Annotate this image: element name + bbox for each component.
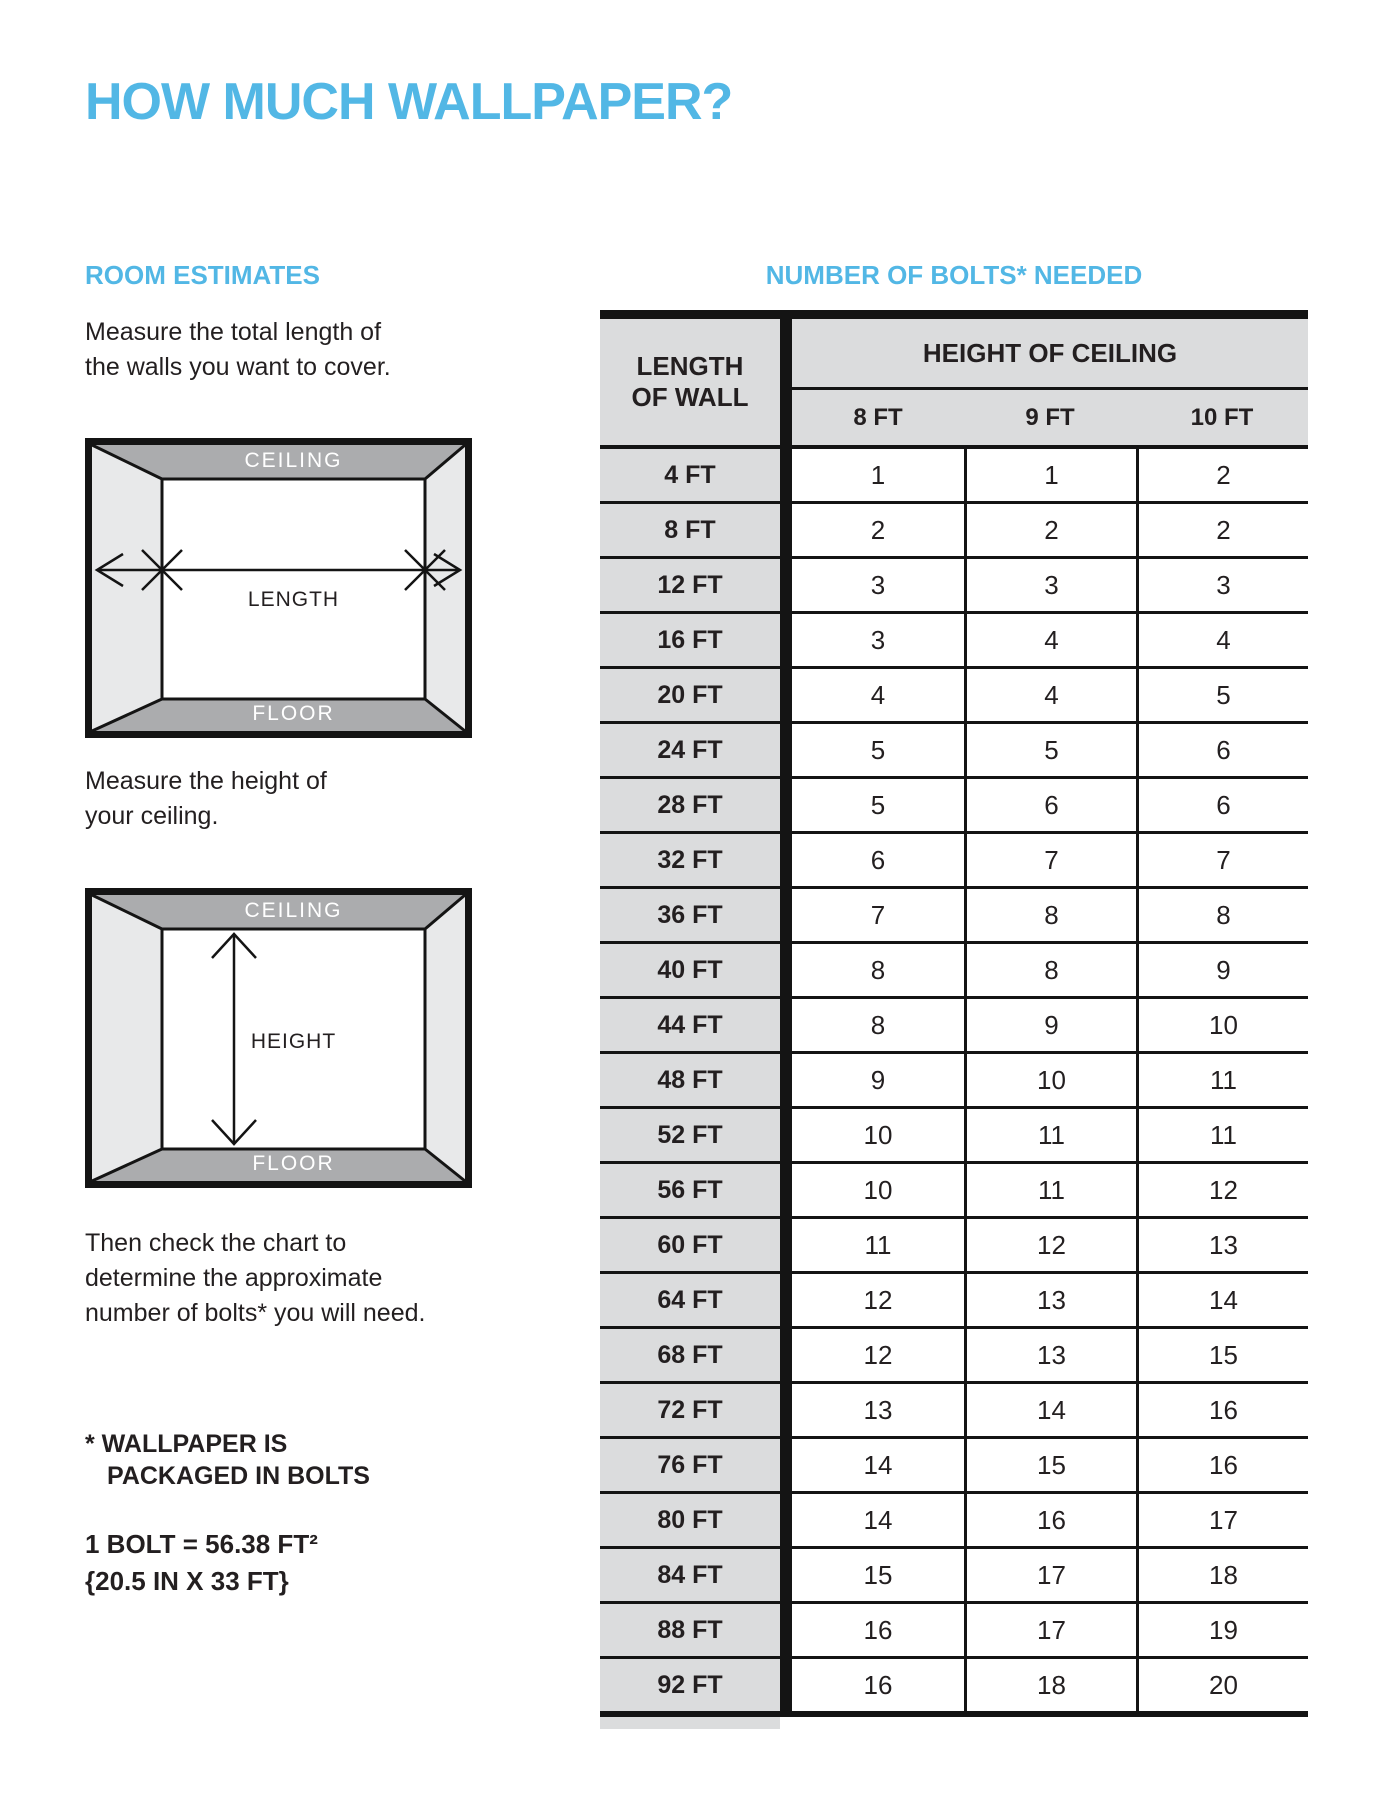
table-row [600,1219,1308,1274]
cell-bolts-9ft: 8 [964,944,1136,996]
bolts-table-heading: NUMBER OF BOLTS* NEEDED [765,260,1143,290]
row-label-wall-length: 16 FT [600,614,780,666]
cell-bolts-8ft: 10 [792,1164,964,1216]
instruction-line: Measure the total length of [85,318,382,346]
cell-bolts-8ft: 6 [792,834,964,886]
cell-bolts-10ft: 3 [1136,559,1308,611]
table-row [600,1384,1308,1439]
cell-bolts-8ft: 11 [792,1219,964,1271]
length-instruction [85,315,391,385]
table-divider [780,1384,792,1436]
table-divider [780,1494,792,1546]
table-divider [780,614,792,666]
bolt-equivalence [85,1526,318,1600]
row-label-wall-length: 72 FT [600,1384,780,1436]
row-label-wall-length: 28 FT [600,779,780,831]
cell-bolts-8ft: 5 [792,724,964,776]
table-divider [780,1439,792,1491]
cell-bolts-9ft: 18 [964,1659,1136,1711]
cell-bolts-10ft: 11 [1136,1109,1308,1161]
row-label-wall-length: 52 FT [600,1109,780,1161]
table-divider [780,1604,792,1656]
cell-bolts-9ft: 5 [964,724,1136,776]
cell-bolts-10ft: 2 [1136,449,1308,501]
table-row [600,724,1308,779]
row-label-wall-length: 24 FT [600,724,780,776]
cell-bolts-8ft: 8 [792,999,964,1051]
table-row [600,1549,1308,1604]
row-label-wall-length: 44 FT [600,999,780,1051]
table-divider [780,1109,792,1161]
table-divider [780,1054,792,1106]
cell-bolts-10ft: 11 [1136,1054,1308,1106]
table-footer-stub [600,1717,780,1729]
table-row [600,889,1308,944]
table-row [600,614,1308,669]
cell-bolts-9ft: 7 [964,834,1136,886]
instruction-line: your ceiling. [85,802,219,830]
cell-bolts-9ft: 6 [964,779,1136,831]
cell-bolts-9ft: 13 [964,1329,1136,1381]
row-label-wall-length: 32 FT [600,834,780,886]
column-header-8ft: 8 FT [853,403,903,431]
page-title: HOW MUCH WALLPAPER? [85,73,733,131]
cell-bolts-10ft: 14 [1136,1274,1308,1326]
cell-bolts-9ft: 17 [964,1604,1136,1656]
column-group-header-height-of-ceiling: HEIGHT OF CEILING [792,319,1308,390]
height-label: HEIGHT [250,1030,337,1053]
row-label-wall-length: 68 FT [600,1329,780,1381]
cell-bolts-10ft: 16 [1136,1384,1308,1436]
cell-bolts-10ft: 2 [1136,504,1308,556]
column-header-10ft: 10 FT [1190,403,1254,431]
cell-bolts-8ft: 1 [792,449,964,501]
row-label-wall-length: 48 FT [600,1054,780,1106]
cell-bolts-8ft: 4 [792,669,964,721]
row-label-wall-length: 56 FT [600,1164,780,1216]
cell-bolts-10ft: 5 [1136,669,1308,721]
footnote-line: PACKAGED IN BOLTS [107,1462,370,1490]
cell-bolts-10ft: 4 [1136,614,1308,666]
row-label-wall-length: 88 FT [600,1604,780,1656]
table-divider [780,889,792,941]
table-divider [780,1329,792,1381]
chart-instruction [85,1226,425,1331]
cell-bolts-9ft: 8 [964,889,1136,941]
instruction-line: Measure the height of [85,767,327,795]
table-divider [780,724,792,776]
table-divider [780,1219,792,1271]
room-length-diagram [85,438,472,738]
column-header-length-of-wall [600,319,780,445]
cell-bolts-10ft: 9 [1136,944,1308,996]
cell-bolts-9ft: 12 [964,1219,1136,1271]
cell-bolts-9ft: 1 [964,449,1136,501]
cell-bolts-8ft: 3 [792,614,964,666]
table-body [600,449,1308,1717]
instruction-line: determine the approximate [85,1264,383,1292]
cell-bolts-8ft: 5 [792,779,964,831]
cell-bolts-9ft: 9 [964,999,1136,1051]
cell-bolts-9ft: 4 [964,669,1136,721]
ceiling-height-columns [792,390,1308,445]
cell-bolts-9ft: 13 [964,1274,1136,1326]
cell-bolts-9ft: 4 [964,614,1136,666]
table-row [600,779,1308,834]
row-label-wall-length: 76 FT [600,1439,780,1491]
table-divider [780,944,792,996]
cell-bolts-9ft: 11 [964,1109,1136,1161]
table-divider [780,559,792,611]
row-label-wall-length: 12 FT [600,559,780,611]
row-label-wall-length: 36 FT [600,889,780,941]
table-row [600,449,1308,504]
cell-bolts-8ft: 9 [792,1054,964,1106]
cell-bolts-8ft: 12 [792,1329,964,1381]
header-line: LENGTH [636,351,744,381]
row-label-wall-length: 8 FT [600,504,780,556]
row-label-wall-length: 92 FT [600,1659,780,1711]
instruction-line: Then check the chart to [85,1229,347,1257]
table-row [600,1659,1308,1717]
instruction-line: number of bolts* you will need. [85,1299,426,1327]
ceiling-label: CEILING [244,449,343,472]
cell-bolts-10ft: 20 [1136,1659,1308,1711]
table-divider [780,1659,792,1711]
cell-bolts-10ft: 15 [1136,1329,1308,1381]
table-top-border [600,310,1308,319]
row-label-wall-length: 20 FT [600,669,780,721]
cell-bolts-10ft: 19 [1136,1604,1308,1656]
table-row [600,1164,1308,1219]
room-estimates-heading: ROOM ESTIMATES [85,260,320,290]
footnote-line: * WALLPAPER IS [85,1430,288,1458]
wallpaper-footnote [85,1428,370,1492]
table-divider [780,319,792,445]
cell-bolts-10ft: 13 [1136,1219,1308,1271]
table-divider [780,1164,792,1216]
table-divider [780,779,792,831]
cell-bolts-10ft: 10 [1136,999,1308,1051]
row-label-wall-length: 84 FT [600,1549,780,1601]
cell-bolts-10ft: 8 [1136,889,1308,941]
cell-bolts-8ft: 14 [792,1494,964,1546]
length-label: LENGTH [247,588,340,611]
cell-bolts-8ft: 2 [792,504,964,556]
table-divider [780,999,792,1051]
cell-bolts-10ft: 6 [1136,724,1308,776]
bolt-dimensions-line: {20.5 IN X 33 FT} [85,1566,289,1596]
cell-bolts-8ft: 16 [792,1604,964,1656]
row-label-wall-length: 80 FT [600,1494,780,1546]
bolt-size-line: 1 BOLT = 56.38 FT² [85,1529,318,1559]
table-row [600,1494,1308,1549]
floor-label: FLOOR [252,702,335,725]
floor-label: FLOOR [252,1152,335,1175]
cell-bolts-9ft: 16 [964,1494,1136,1546]
row-label-wall-length: 60 FT [600,1219,780,1271]
table-row [600,504,1308,559]
row-label-wall-length: 4 FT [600,449,780,501]
cell-bolts-9ft: 2 [964,504,1136,556]
table-row [600,1054,1308,1109]
table-row [600,1439,1308,1494]
cell-bolts-8ft: 16 [792,1659,964,1711]
cell-bolts-8ft: 13 [792,1384,964,1436]
row-label-wall-length: 64 FT [600,1274,780,1326]
table-divider [780,504,792,556]
table-divider [780,1549,792,1601]
table-row [600,559,1308,614]
cell-bolts-8ft: 15 [792,1549,964,1601]
row-label-wall-length: 40 FT [600,944,780,996]
table-divider [780,669,792,721]
table-row [600,944,1308,999]
cell-bolts-9ft: 15 [964,1439,1136,1491]
cell-bolts-9ft: 17 [964,1549,1136,1601]
cell-bolts-8ft: 12 [792,1274,964,1326]
table-divider [780,1274,792,1326]
table-divider [780,449,792,501]
table-row [600,669,1308,724]
cell-bolts-8ft: 8 [792,944,964,996]
table-row [600,1604,1308,1659]
room-height-diagram [85,888,472,1188]
cell-bolts-8ft: 3 [792,559,964,611]
cell-bolts-9ft: 3 [964,559,1136,611]
cell-bolts-10ft: 7 [1136,834,1308,886]
table-divider [780,834,792,886]
cell-bolts-10ft: 17 [1136,1494,1308,1546]
table-header [600,319,1308,445]
bolts-table [600,310,1308,1729]
cell-bolts-8ft: 7 [792,889,964,941]
cell-bolts-9ft: 11 [964,1164,1136,1216]
table-row [600,999,1308,1054]
cell-bolts-10ft: 18 [1136,1549,1308,1601]
instruction-line: the walls you want to cover. [85,353,391,381]
cell-bolts-9ft: 10 [964,1054,1136,1106]
height-instruction [85,764,327,834]
table-row [600,1274,1308,1329]
cell-bolts-8ft: 10 [792,1109,964,1161]
cell-bolts-10ft: 12 [1136,1164,1308,1216]
column-header-9ft: 9 FT [1025,403,1075,431]
cell-bolts-8ft: 14 [792,1439,964,1491]
header-line: OF WALL [631,382,749,412]
table-row [600,834,1308,889]
ceiling-label: CEILING [244,899,343,922]
cell-bolts-9ft: 14 [964,1384,1136,1436]
table-row [600,1109,1308,1164]
cell-bolts-10ft: 16 [1136,1439,1308,1491]
table-row [600,1329,1308,1384]
cell-bolts-10ft: 6 [1136,779,1308,831]
